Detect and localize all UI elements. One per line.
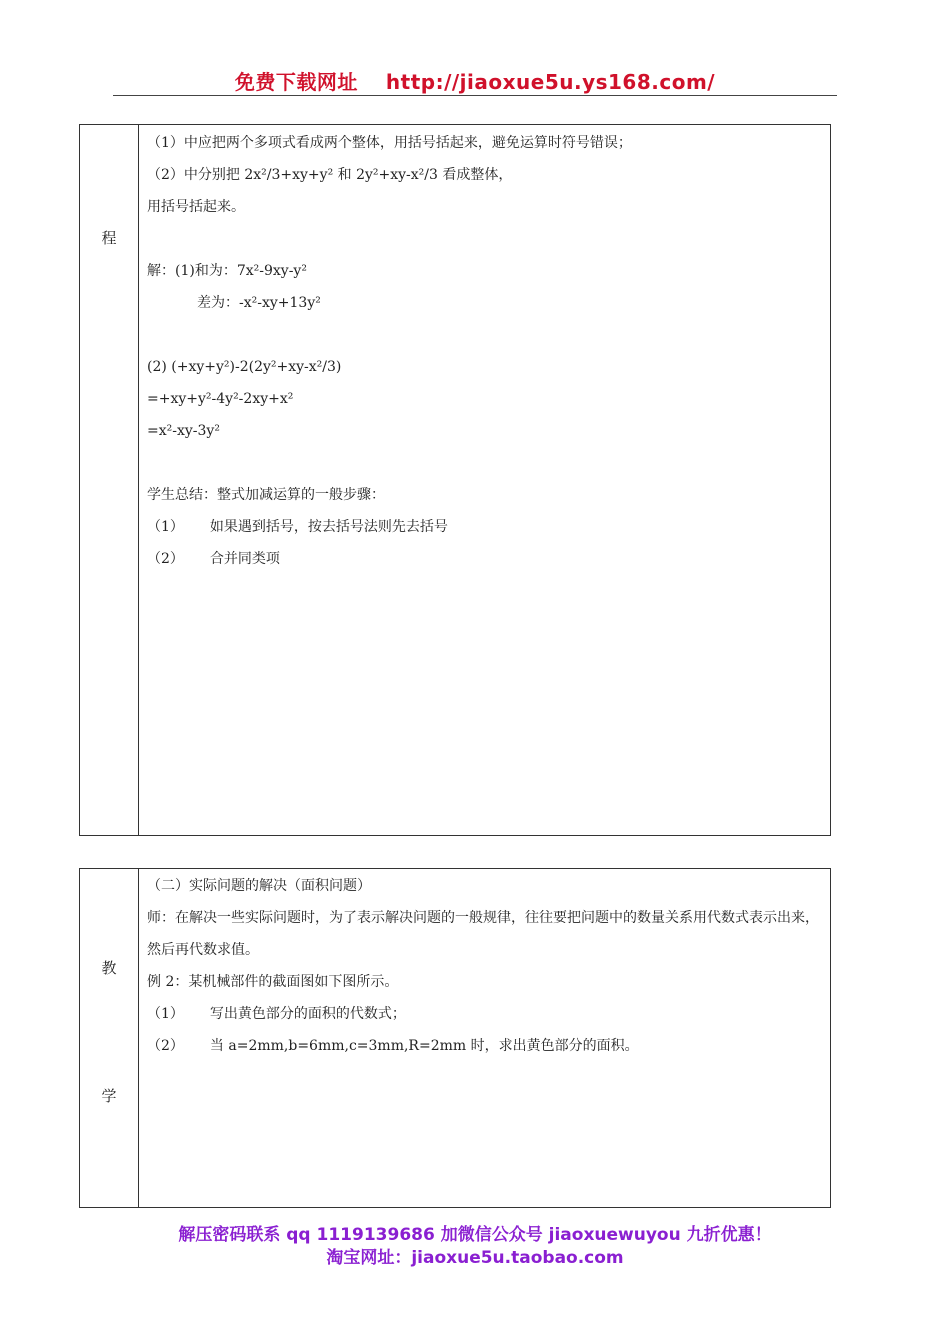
header-url-link[interactable]: http://jiaoxue5u.ys168.com/ [385,70,716,94]
question-1-text: 写出黄色部分的面积的代数式； [209,1006,406,1022]
teaching-side-label-top: 教 [101,959,117,977]
solution-part2-line-1: (2) (+xy+y²)-2(2y²+xy-x²/3) [147,359,342,375]
problem-heading: （二）实际问题的解决（面积问题） [147,878,371,894]
question-2 [147,1030,822,1062]
summary-step-1-number: （1） [147,519,184,535]
note-line-3: 用括号括起来。 [147,199,245,215]
summary-step-1-text: 如果遇到括号，按去括号法则先去括号 [209,519,448,535]
header-site-label: 免费下载网址 [234,70,358,94]
process-section-table [79,124,831,836]
process-content-cell [139,125,831,836]
teacher-intro: 师：在解决一些实际问题时，为了表示解决问题的一般规律，往往要把问题中的数量关系用代数式表示出来，然后再代数求值。 [147,910,819,958]
question-2-text: 当 a=2mm,b=6mm,c=3mm,R=2mm 时，求出黄色部分的面积。 [209,1038,639,1054]
solution-part2-line-3: =x²-xy-3y² [147,423,220,439]
summary-heading: 学生总结：整式加减运算的一般步骤： [147,487,385,503]
teaching-section-table [79,868,831,1208]
summary-step-2-number: （2） [147,551,184,567]
teaching-side-label-bottom: 学 [101,1087,117,1105]
solution-difference-line: 差为：-x²-xy+13y² [197,295,321,311]
question-1 [147,998,822,1030]
question-2-number: （2） [147,1038,184,1054]
summary-step-1 [147,511,822,543]
note-line-2: （2）中分别把 2x²/3+xy+y² 和 2y²+xy-x²/3 看成整体， [147,167,513,183]
process-label-cell [80,125,139,836]
solution-sum-line: 解：(1)和为：7x²-9xy-y² [147,263,307,279]
footer-contact-line: 解压密码联系 qq 1119139686 加微信公众号 jiaoxuewuyou 九折优惠！ [178,1225,772,1245]
solution-part2-line-2: =+xy+y²-4y²-2xy+x² [147,391,294,407]
teaching-label-cell [80,869,139,1208]
header-divider [113,95,837,96]
summary-step-2 [147,543,822,575]
footer-shop-link[interactable]: 淘宝网址：jiaoxue5u.taobao.com [326,1248,624,1268]
question-1-number: （1） [147,1006,184,1022]
summary-step-2-text: 合并同类项 [209,551,280,567]
note-line-1: （1）中应把两个多项式看成两个整体，用括号括起来，避免运算时符号错误； [147,135,632,151]
example-2-statement: 例 2：某机械部件的截面图如下图所示。 [147,974,399,990]
process-side-label: 程 [101,229,117,247]
page-header [0,66,950,95]
teaching-content-cell [139,869,831,1208]
